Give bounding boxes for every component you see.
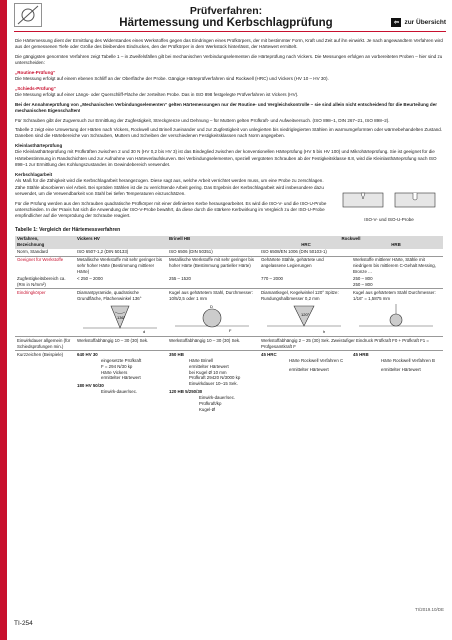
page-subtitle: Härtemessung und Kerbschlagprüfung <box>119 17 333 29</box>
brinell-d-label: D <box>210 303 213 309</box>
document-code: TI/2019.10/DE <box>414 607 444 612</box>
klein-text: Die Kleinlasthärteprüfung mit Prüfkräften zwischen 2 und 30 N (HV 0,2 bis HV 3) ist das Bindeglied zwischen der konventionellen Härteprüfung (HV 5 bis HV 100) und Mikrohärteprüfung. Sie ist geeignet für die Härtebestimmung in Randschichten und zur Aufnahme von Härteverlaufskurven. Bei Verbindungselementen, speziell vergüteten Schrauben ab der Festigkeitsklasse 8.8, wird die Kleinlasthärteprüfung nach ISO 898–1 zur Ermittlung des Kohlungszustandes im Gewindebereich verwendet. <box>15 149 437 168</box>
rockwell-b-indenter-icon <box>353 302 439 336</box>
kerb-figure-caption: ISO-V- und ISO-U-Probe <box>364 216 414 222</box>
table-row-geeignet: Geeignet für Werkstoffe Metallische Werkstoffe mit sehr geringer bis sehr hoher Härte (Bestimmung mittlerer Härte) Metallische Werkstoffe mit sehr geringer bis hoher Härte (Bestimmung partieller Härte) Gehärtete Stähle, gehärtete und angelassene Legierungen Werkstoffe mittlerer Härte, Stähle mit niedrigem bis mittlerem C-Gehalt Messing, Bronze ... <box>15 256 443 275</box>
brinell-f-label: F <box>229 327 232 333</box>
hardness-comparison-table <box>15 236 443 414</box>
vickers-example-1: 640 HV 30 <box>77 351 98 357</box>
table-row-einwirk: Einwirkdauer allgemein (für Schiedsprüfungen min.) Werkstoffabhängig 10 – 30 (30) Sek. Werkstoffabhängig 10 – 30 (30) Sek. Werkstoffabhängig 2 – 25 (30) Sek. Zweistufiger Eindruck Prüfkraft F0 + Prüfkraft F1 = Prüfgesamtkraft F <box>15 337 443 351</box>
table-caption: Tabelle 1: Vergleich der Härtemessverfahren <box>15 226 121 233</box>
page-number: TI-254 <box>14 620 33 627</box>
overview-arrow-icon: ⇦ <box>391 18 401 27</box>
rockwell-angle-label: 120° <box>301 311 310 317</box>
header-divider <box>14 31 446 32</box>
kerb-figure <box>335 172 443 223</box>
hrc-example-notes: Härte Rockwell Verfahren C ermittelter Härtewert <box>289 357 344 372</box>
schieds-text: Die Messung erfolgt auf einer Längs- oder Querschliff-Fläche der zerteilten Probe. Das in ISO 898 festgelegte Prüfverfahren ist Vickers (HV). <box>15 92 299 98</box>
kerb-paragraph-1: Als Maß für die Zähigkeit wird die Kerbschlagarbeit herangezogen. Diese sagt aus, welche Arbeit verrichtet werden muss, um eine Probe zu zerschlagen. Zähe Stähle absorbieren viel Arbeit. Bei spröden Stählen ist die zu verrichtende Arbeit gering. Das Ergebnis der Kerbschlagarbeit wird insbesondere dazu verwendet, um die Verwendbarkeit von Stahl bei tiefen Temperaturen einzuschätzen. <box>15 178 324 197</box>
vickers-example-2-note: Einwirk-dauer/sec. <box>101 389 138 395</box>
hrb-example-notes: Härte Rockwell Verfahren B ermittelter Härtewert <box>381 357 435 372</box>
vickers-indenter-icon <box>77 302 163 336</box>
intro-paragraph-3: Für Schrauben gibt der Zugversuch zur Ermittlung der Zugfestigkeit, Streckgrenze und Dehnung – für Muttern gelten Prüfkraft- und Aufweitversuch. (ISO 898–1, DIN 267–21, ISO 898–2). <box>15 117 390 123</box>
table-row-eindring: Eindringkörper Diamantpyramide, quadratische Grundfläche, Flächenwinkel 136° 136° d Kugel aus gehärtetem Stahl, Durchmesser: 10/5/2,5 oder 1 mm D F Diamantkegel, Kegelwinkel 120° Spitze: Rundungshalbmesser 0,2 mm 120° h Kugel aus gehärtetem Stahl Durchmesser: 1/16" = 1,5875 mm <box>15 289 443 337</box>
main-content <box>15 38 443 414</box>
routine-title: „Routine-Prüfung“ <box>15 69 56 75</box>
header-verfahren: Verfahren, Bezeichnung <box>15 236 75 249</box>
kerb-paragraph-2: Für die Prüfung werden aus den Schrauben quadratische Prüfkörper mit einer definierten Kerbe herausgearbeitet. Es wird die ISO-V- und die ISO-U-Probe unterschieden. In der Praxis hat sich die Anwendung der ISO-V-Probe bewährt, da diese durch die stärkere Kerbwirkung im Vergleich zu der ISO-U-Probe empfindlicher auf die Versprödung der Schraube reagiert. <box>15 200 327 219</box>
rockwell-h-label: h <box>323 328 326 334</box>
overview-link[interactable] <box>391 18 446 27</box>
intro-paragraph-2: Die gängigsten genormten Verfahren zeigt Tabelle 1 – in Zweifelsfällen gilt bei mechanischen Verbindungselementen die Härteprüfung nach Vickers. Die Messungen erfolgen an vorbereiteten Proben – hier sind zu unterscheiden: <box>15 53 443 66</box>
schieds-title: „Schieds-Prüfung“ <box>15 85 56 91</box>
brinell-example-2: 120 HB 5/250/30 <box>169 389 203 395</box>
klein-title: Kleinlasthärteprüfung <box>15 142 63 148</box>
vickers-d-label: d <box>143 328 146 334</box>
table-row-norm: Norm, Standard ISO 6507-1,2 (DIN 50133) ISO 6506 (DIN 50351) ISO 6508/EN 1006 (DIN 50103-1) <box>17 249 327 255</box>
intro-paragraph-4: Tabelle 2 zeigt eine Umwertung der Härten nach Vickers, Rockwell und Brinell zueinander und zur Zugfestigkeit von unlegierten bis niedriglegierten Stählen im warmumgeformten oder wärmebehandelten Zustand. Daneben sind die Härtebereiche von Schrauben, Muttern und Scheiben der verschiedenen Festigkeitsklassen nach Norm angegeben. <box>15 126 443 139</box>
page-title: Prüfverfahren: <box>189 5 263 17</box>
header-vickers: Vickers HV <box>75 236 167 249</box>
left-accent-bar <box>0 0 7 640</box>
vickers-example-1-notes: eingesetzte Prüfkraft F = 294 N/30 kp Härte Vickers ermittelter Härtewert <box>101 357 142 381</box>
table-row-zug: Zugfestigkeitsbereich ca. (Rm in N/mm²) < 250 – 2000 255 – 1520 770 – 2000 250 – 800 250 – 800 <box>17 276 373 288</box>
brinell-example-1: 350 HB <box>169 351 184 357</box>
table-row-kurz: Kurzzeichen (Beispiele) 640 HV 30 eingesetzte Prüfkraft F = 294 N/30 kp Härte Vickers ermittelter Härtewert 180 HV 50/30 Einwirk-dauer/sec. 350 HB Härte Brinell ermittelter Härtewert bei Kugel Ø 10 mm Prüfkraft 29420 N/3000 kp Einwirkdauer 10–15 Sek. 120 HB 5/250/30 Einwirk-dauer/sec. Prüfkraft/kp Kugel-Ø 45 HRC Härte Rockwell Verfahren C ermittelter Härtewert 45 HRB Härte Rockwell Verfahren B ermittelter Härtewert <box>15 351 443 414</box>
table-header-row <box>15 236 443 249</box>
header-brinell: Brinell HB <box>167 236 259 249</box>
hrc-example: 45 HRC <box>261 351 277 357</box>
vickers-angle-label: 136° <box>117 314 126 320</box>
vickers-example-2: 180 HV 50/30 <box>77 383 104 389</box>
kerb-section <box>15 172 443 223</box>
brinell-example-2-notes: Einwirk-dauer/sec. Prüfkraft/kp Kugel-Ø <box>199 395 236 413</box>
intro-paragraph-1: Die Härtemessung dient der Ermittlung des Widerstandes eines Werkstoffes gegen das Eindringen eines Prüfkörpers, der mit bestimmter Form, Kraft und Zeit auf ihn einwirkt. Je nach angewandtem Verfahren wird aus der gemessenen Tiefe oder Größe des bleibenden Eindruckes, den der Prüfkörper in dem Werkstück hinterlässt, der Härtewert ermittelt. <box>15 38 443 50</box>
acceptance-note: Bei der Annahmeprüfung von „Mechanischen Verbindungselementen“ gelten Härtemessungen nur der Routine- und Vergleichskontrolle – sie sind allein nicht entscheidend für die Beurteilung der mechanischen Eigenschaften! <box>15 101 438 114</box>
hrb-example: 45 HRB <box>353 351 369 357</box>
routine-text: Die Messung erfolgt auf einem ebenen Schliff an der Oberfläche der Probe. Gängige Härteprüfverfahren sind Rockwell (HRC) und Vickers (HV 10 – HV 30). <box>15 76 329 82</box>
kerb-title: Kerbschlagarbeit <box>15 171 53 177</box>
brinell-indenter-icon <box>169 302 255 336</box>
rockwell-c-indenter-icon <box>261 302 347 336</box>
header-rockwell: Rockwell HRC HRB <box>259 236 443 249</box>
overview-link-label: zur Übersicht <box>404 19 446 26</box>
iso-v-u-probe-icon <box>339 187 439 217</box>
brinell-example-1-notes: Härte Brinell ermittelter Härtewert bei Kugel Ø 10 mm Prüfkraft 29420 N/3000 kp Einwirkdauer 10–15 Sek. <box>189 357 241 387</box>
